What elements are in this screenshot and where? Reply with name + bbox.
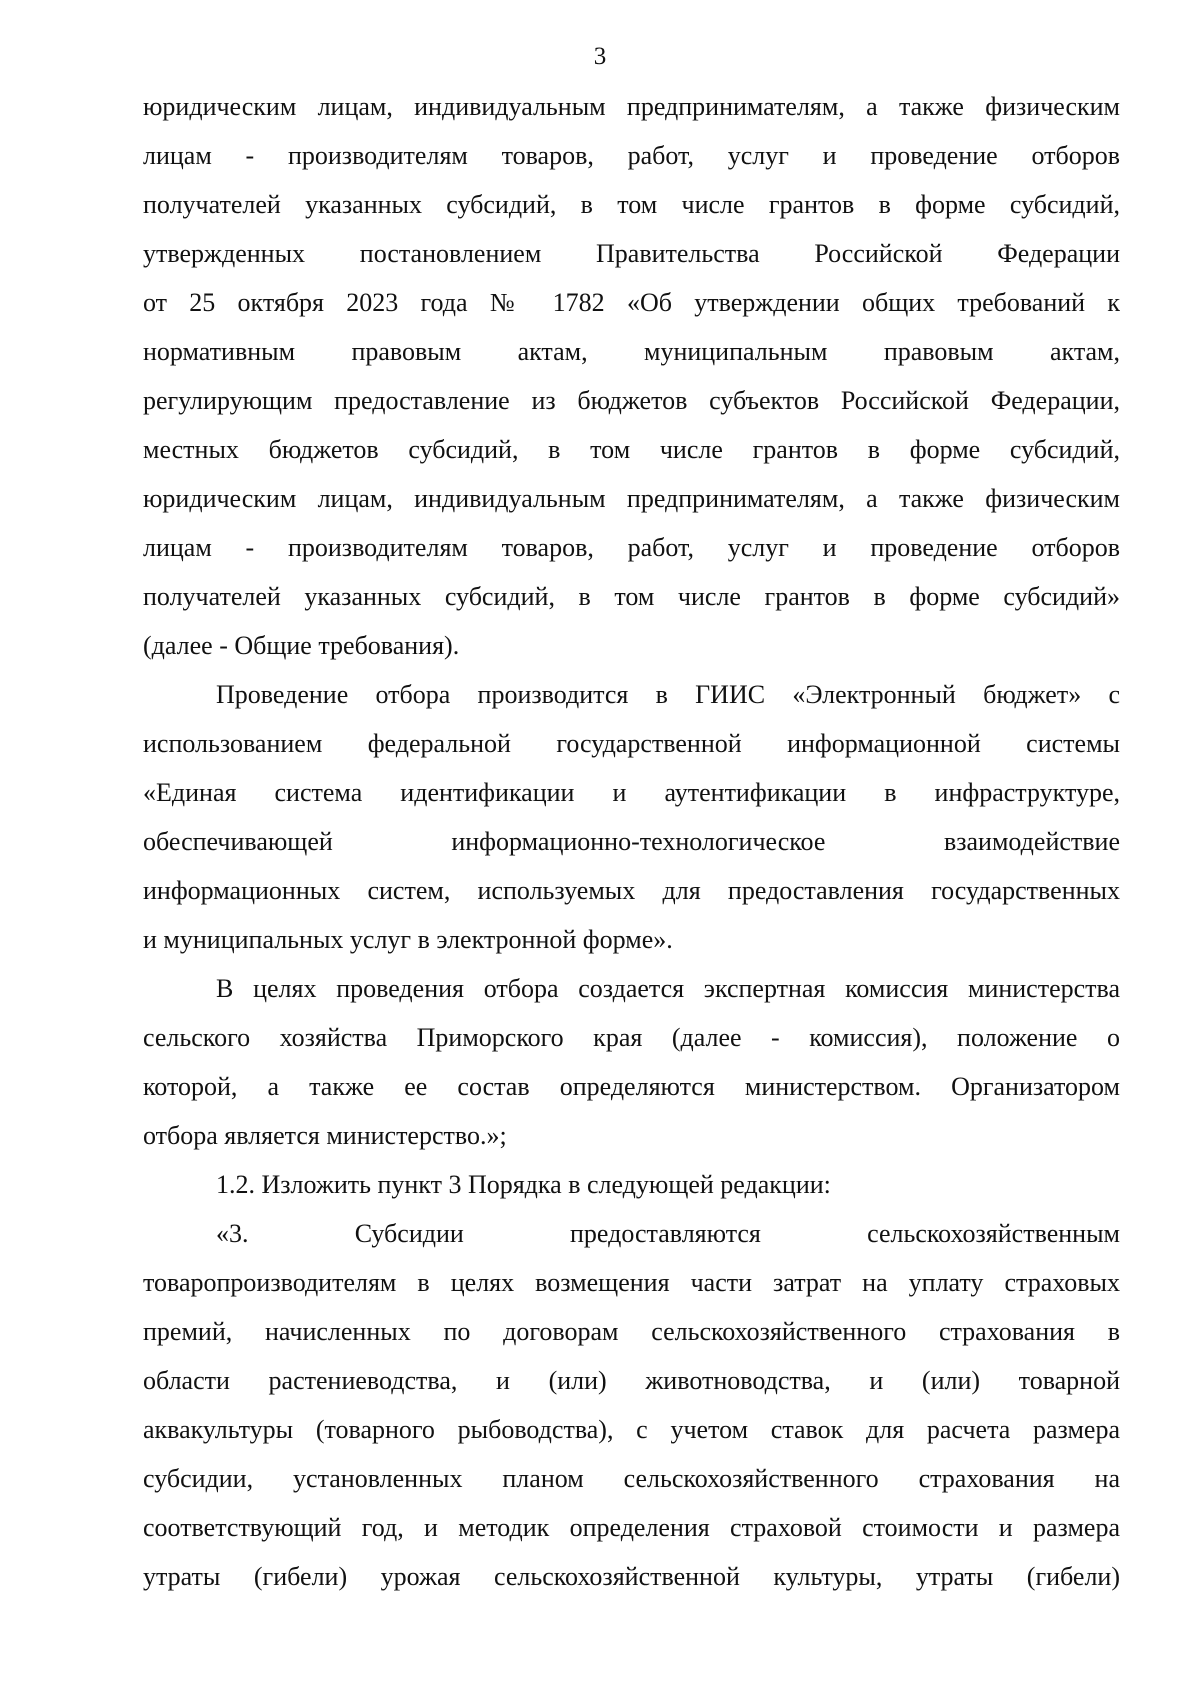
text-line: В целях проведения отбора создается экспертная комиссия министерства [216,974,1120,1003]
text-line: которой, а также ее состав определяются министерством. Организатором [143,1072,1120,1101]
paragraph [143,964,1120,1160]
text-line: нормативным правовым актам, муниципальным правовым актам, [143,337,1120,366]
text-line: сельского хозяйства Приморского края (далее - комиссия), положение о [143,1023,1120,1052]
text-line: лицам - производителям товаров, работ, услуг и проведение отборов [143,141,1120,170]
document-body [143,82,1120,1601]
paragraph [143,1160,1120,1209]
text-line: получателей указанных субсидий, в том числе грантов в форме субсидий» [143,582,1120,611]
text-line: «Единая система идентификации и аутентификации в инфраструктуре, [143,778,1120,807]
text-line: лицам - производителям товаров, работ, услуг и проведение отборов [143,533,1120,562]
paragraph [143,1209,1120,1601]
text-line: премий, начисленных по договорам сельскохозяйственного страхования в [143,1317,1120,1346]
text-line: использованием федеральной государственной информационной системы [143,729,1120,758]
text-line: утвержденных постановлением Правительства Российской Федерации [143,239,1120,268]
text-line: области растениеводства, и (или) животноводства, и (или) товарной [143,1366,1120,1395]
text-line: юридическим лицам, индивидуальным предпринимателям, а также физическим [143,92,1120,121]
text-line: и муниципальных услуг в электронной форме». [143,925,673,954]
text-line: местных бюджетов субсидий, в том числе грантов в форме субсидий, [143,435,1120,464]
text-line: получателей указанных субсидий, в том числе грантов в форме субсидий, [143,190,1120,219]
text-line: субсидии, установленных планом сельскохозяйственного страхования на [143,1464,1120,1493]
text-line: «3. Субсидии предоставляются сельскохозяйственным [216,1219,1120,1248]
text-line: регулирующим предоставление из бюджетов субъектов Российской Федерации, [143,386,1120,415]
text-line: аквакультуры (товарного рыбоводства), с учетом ставок для расчета размера [143,1415,1120,1444]
text-line: утраты (гибели) урожая сельскохозяйственной культуры, утраты (гибели) [143,1562,1120,1591]
text-line: соответствующий год, и методик определения страховой стоимости и размера [143,1513,1120,1542]
text-line: от 25 октября 2023 года № 1782 «Об утверждении общих требований к [143,288,1120,317]
text-line: 1.2. Изложить пункт 3 Порядка в следующей редакции: [216,1170,831,1199]
page-number: 3 [593,43,607,70]
text-line: юридическим лицам, индивидуальным предпринимателям, а также физическим [143,484,1120,513]
paragraph [143,670,1120,964]
text-line: Проведение отбора производится в ГИИС «Электронный бюджет» с [216,680,1120,709]
text-line: (далее - Общие требования). [143,631,460,660]
text-line: товаропроизводителям в целях возмещения части затрат на уплату страховых [143,1268,1120,1297]
text-line: информационных систем, используемых для предоставления государственных [143,876,1120,905]
text-line: отбора является министерство.»; [143,1121,507,1150]
paragraph [143,82,1120,670]
text-line: обеспечивающей информационно-технологическое взаимодействие [143,827,1120,856]
